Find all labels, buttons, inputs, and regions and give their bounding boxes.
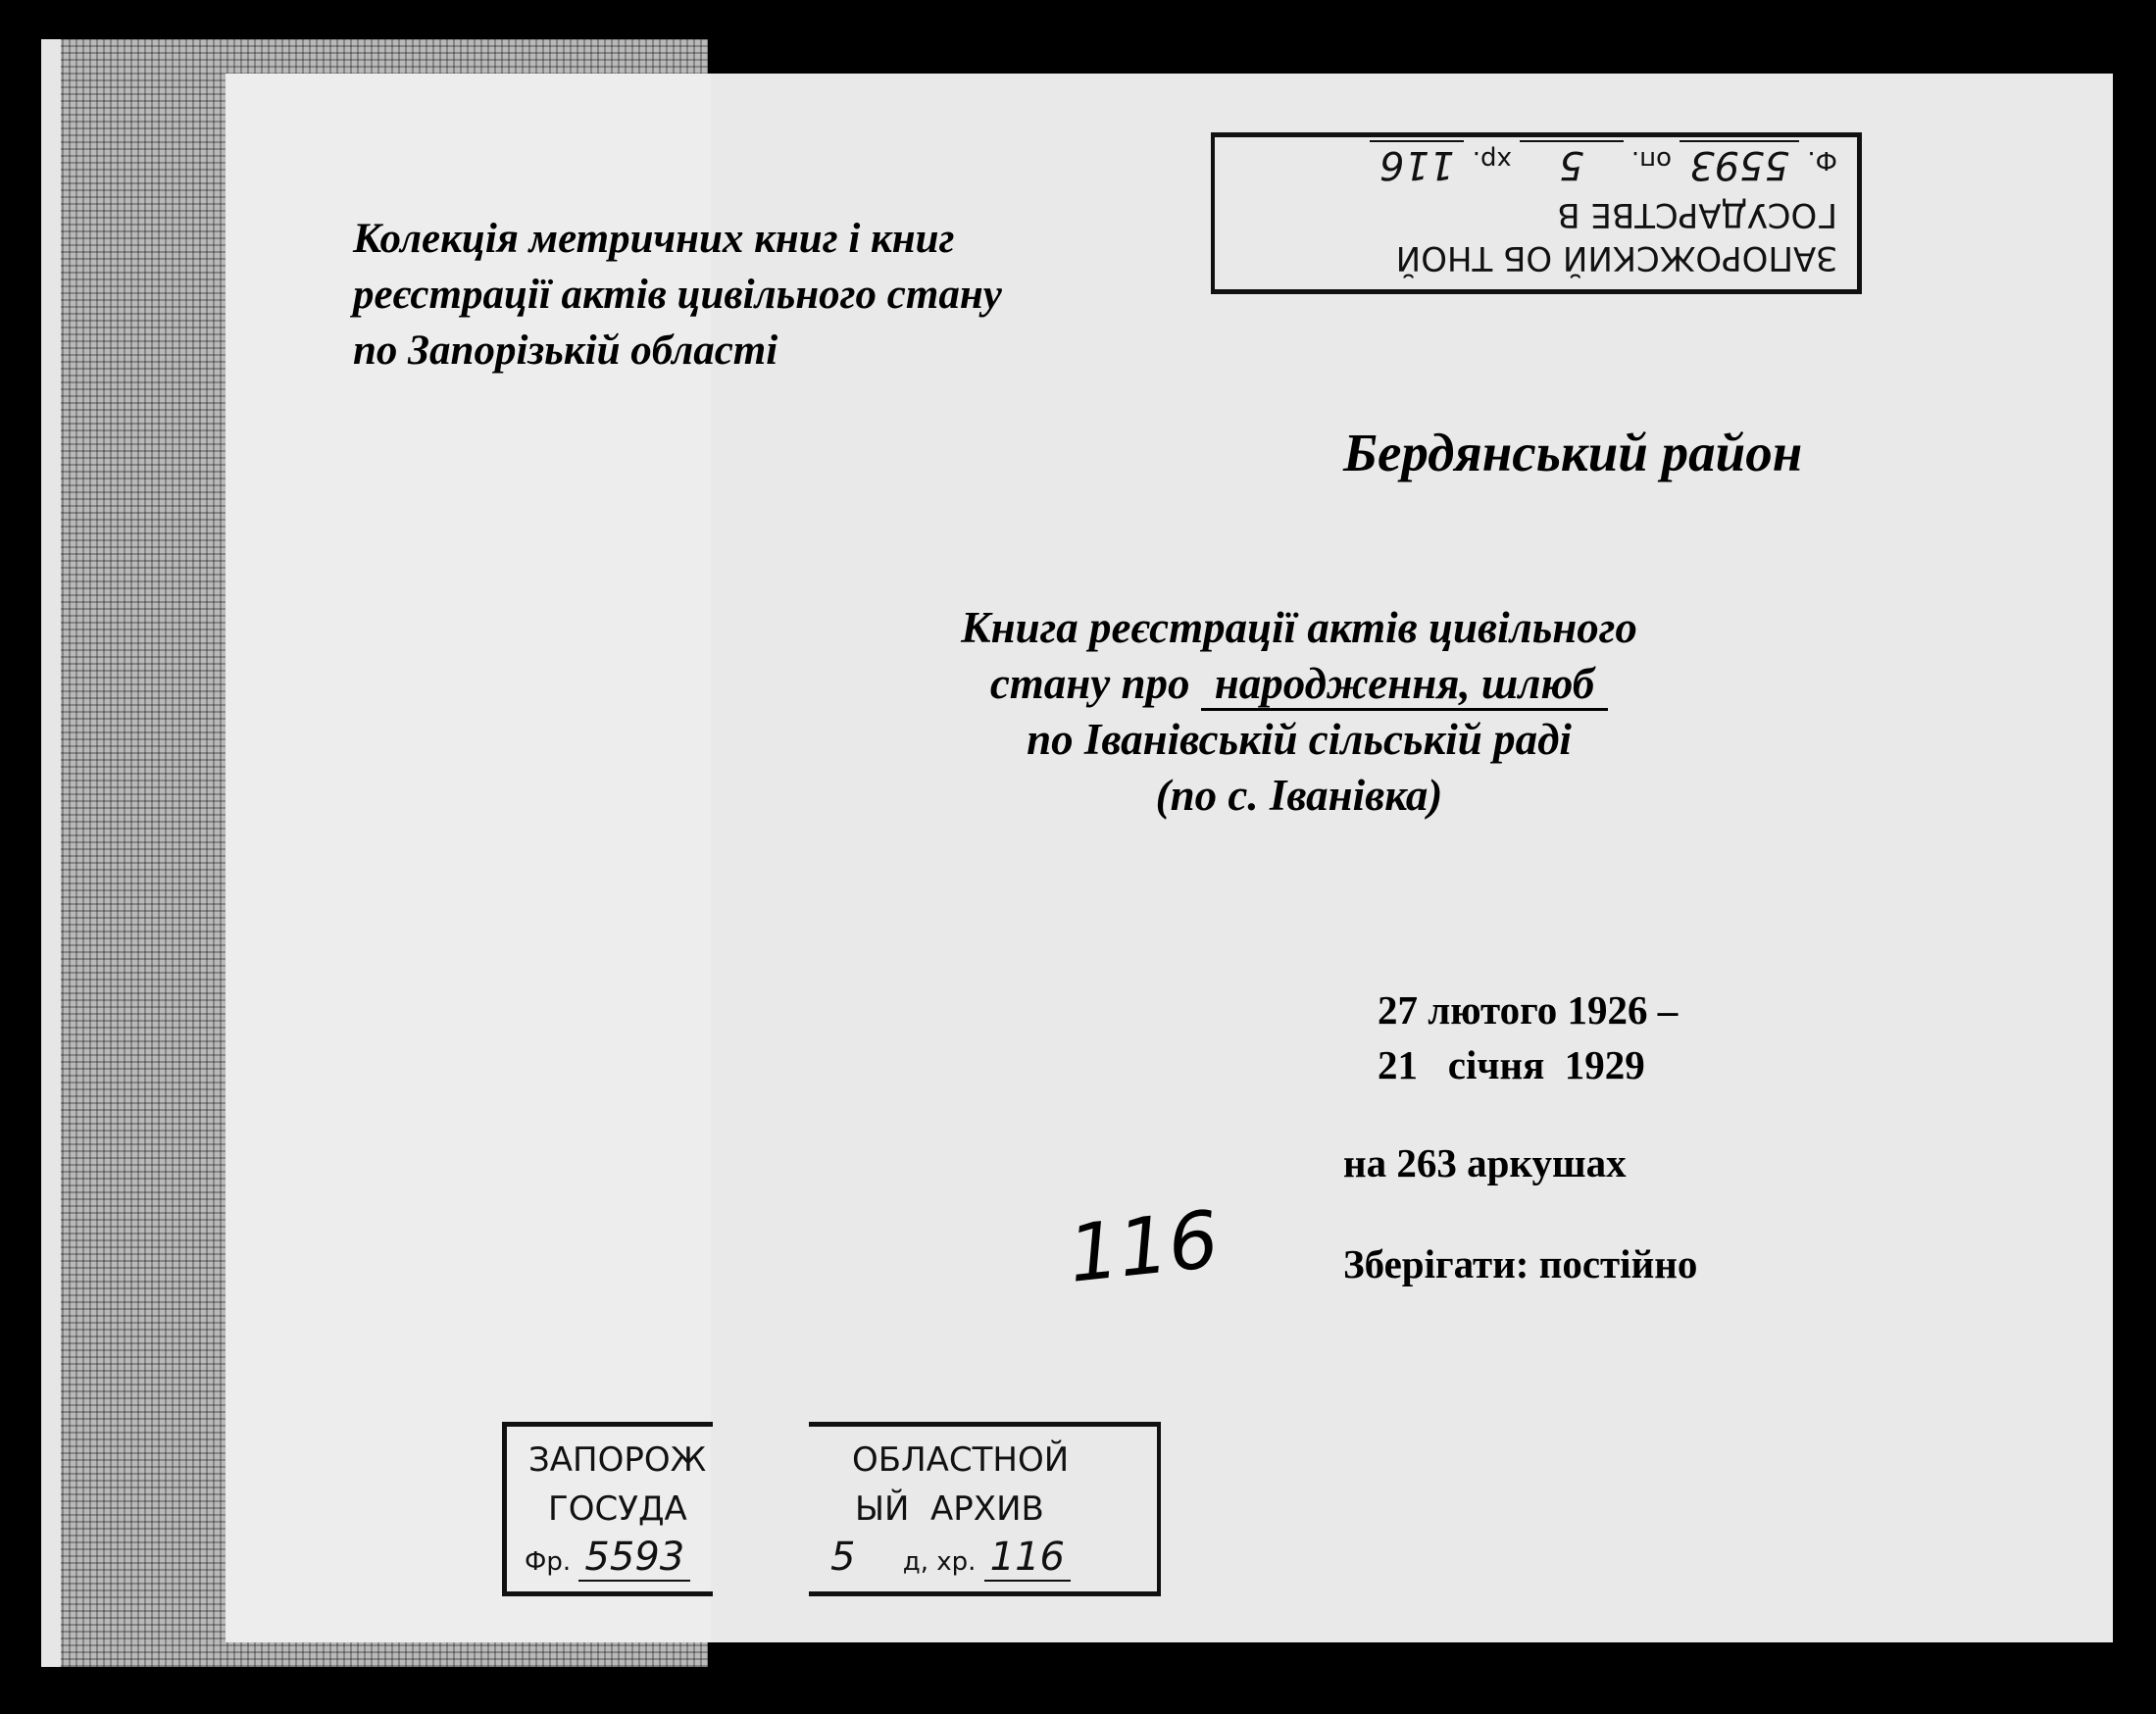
- handwritten-number: 116: [1064, 1193, 1224, 1300]
- stamp-top-khr-label: хр.: [1472, 145, 1512, 175]
- book-record-type: народження, шлюб: [1201, 659, 1608, 711]
- book-line-2-prefix: стану про: [989, 659, 1190, 708]
- stamp-top-opis: 5: [1520, 140, 1623, 187]
- archive-stamp-top: [1211, 132, 1862, 294]
- collection-line-2: реєстрації актів цивільного стану: [353, 272, 1002, 318]
- stamp-top-line-2: ГОСУДАРСТВЕ В: [1557, 195, 1837, 234]
- collection-line-1: Колекція метричних книг і книг: [353, 216, 955, 262]
- stamp-bottom-line-1-right: ОБЛАСТНОЙ: [852, 1440, 1070, 1480]
- book-line-4: (по с. Іванівка): [1155, 771, 1443, 820]
- book-title: [775, 600, 1824, 824]
- collection-title: [353, 211, 1002, 378]
- stamp-top-line-1: ЗАПОРОЖСКИЙ ОБ ТНОЙ: [1395, 238, 1837, 277]
- stamp-bottom-fond-row: [525, 1535, 690, 1580]
- archive-stamp-bottom: [502, 1422, 1161, 1596]
- stamp-top-opis-label: оп.: [1630, 145, 1673, 175]
- date-start: 27 лютого 1926 –: [1378, 987, 1679, 1033]
- book-line-2: [775, 656, 1824, 712]
- stamp-bottom-khr: 116: [984, 1535, 1071, 1582]
- stamp-top-line-3: [1195, 142, 1857, 187]
- stamp-top-fond: 5593: [1680, 140, 1799, 187]
- stamp-gap: [713, 1419, 809, 1605]
- stamp-bottom-opis: 5: [830, 1535, 856, 1580]
- collection-line-3: по Запорізькій області: [353, 328, 778, 374]
- stamp-bottom-khr-row: [830, 1535, 1071, 1580]
- stamp-bottom-khr-label: д, хр.: [902, 1547, 977, 1577]
- stamp-bottom-line-1-left: ЗАПОРОЖ: [528, 1440, 707, 1480]
- book-line-3: по Іванівській сільській раді: [1027, 715, 1572, 764]
- date-range: [1378, 983, 1678, 1092]
- stamp-top-khr: 116: [1370, 140, 1464, 187]
- stamp-top-fond-label: Ф.: [1807, 145, 1837, 175]
- stamp-bottom-line-2-right: ЫЙ АРХИВ: [855, 1489, 1044, 1529]
- spine-edge: [41, 39, 61, 1667]
- stamp-bottom-fond-label: Фр.: [525, 1547, 572, 1577]
- book-line-1: Книга реєстрації актів цивільного: [961, 603, 1637, 652]
- stamp-bottom-fond: 5593: [578, 1535, 690, 1582]
- retention-note: Зберігати: постійно: [1343, 1241, 1698, 1286]
- date-end: 21 січня 1929: [1378, 1042, 1645, 1087]
- sheet-count: на 263 аркушах: [1343, 1140, 1627, 1185]
- stamp-bottom-line-2-left: ГОСУДА: [548, 1489, 687, 1529]
- district-title: Бердянський район: [1343, 423, 1803, 482]
